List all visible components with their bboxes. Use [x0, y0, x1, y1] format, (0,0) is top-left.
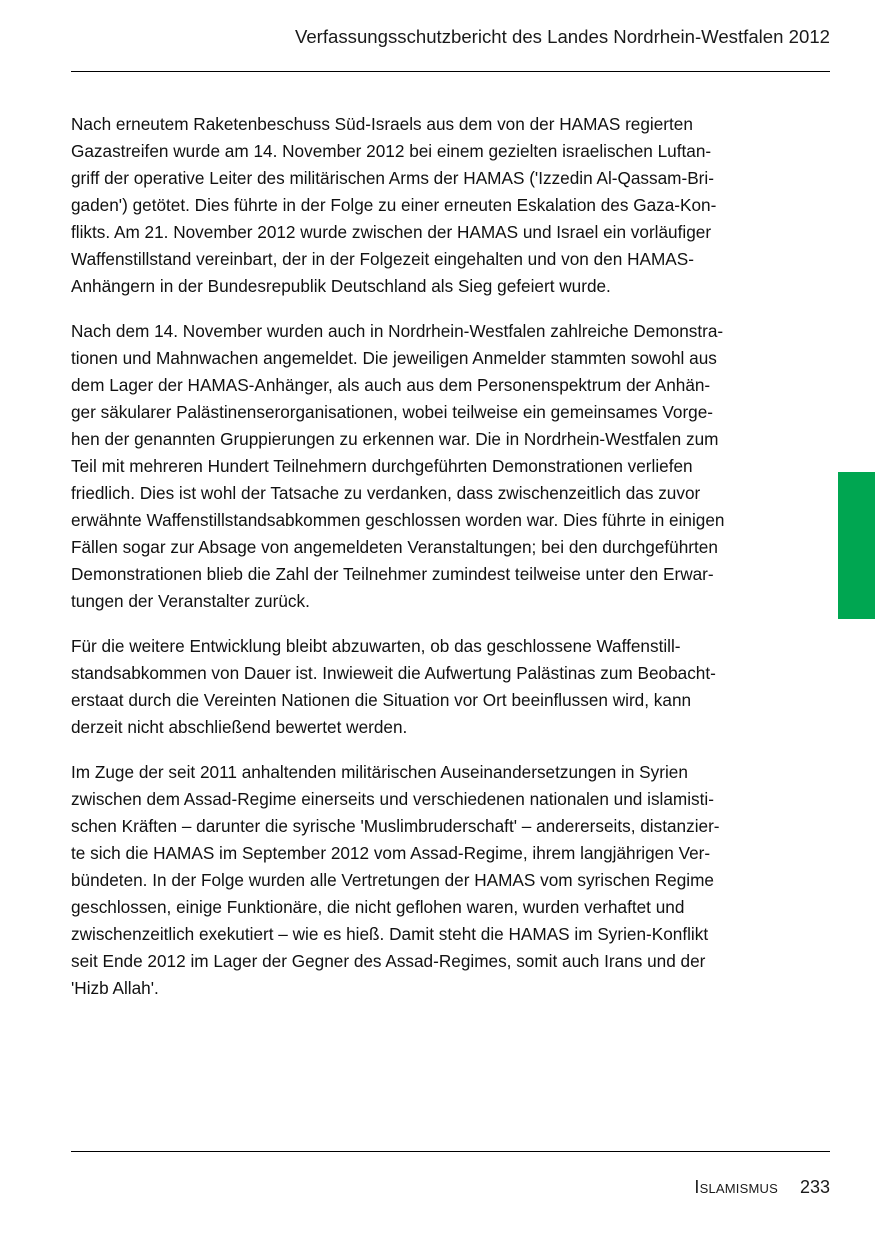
text-line: erstaat durch die Vereinten Nationen die Situation vor Ort beeinflussen wird, kann: [71, 690, 692, 710]
header-rule: [71, 71, 830, 72]
text-line: Gazastreifen wurde am 14. November 2012 bei einem gezielten israelischen Luftan-: [71, 141, 712, 161]
text-line: Anhängern in der Bundesrepublik Deutschland als Sieg gefeiert wurde.: [71, 276, 611, 296]
page-number: 233: [799, 1177, 830, 1197]
text-line: Teil mit mehreren Hundert Teilnehmern durchgeführten Demonstrationen verliefen: [71, 456, 693, 476]
text-line: griff der operative Leiter des militärischen Arms der HAMAS ('Izzedin Al-Qassam-Bri-: [71, 168, 714, 188]
text-line: geschlossen, einige Funktionäre, die nicht geflohen waren, wurden verhaftet und: [71, 897, 685, 917]
text-line: gaden') getötet. Dies führte in der Folge zu einer erneuten Eskalation des Gaza-Kon-: [71, 195, 717, 215]
paragraph: [71, 111, 791, 300]
text-line: erwähnte Waffenstillstandsabkommen geschlossen worden war. Dies führte in einigen: [71, 510, 725, 530]
paragraph: [71, 633, 791, 741]
body-text: [71, 111, 791, 1020]
text-line: zwischen dem Assad-Regime einerseits und verschiedenen nationalen und islamisti-: [71, 789, 714, 809]
text-line: derzeit nicht abschließend bewertet werden.: [71, 717, 408, 737]
text-line: tionen und Mahnwachen angemeldet. Die jeweiligen Anmelder stammten sowohl aus: [71, 348, 717, 368]
text-line: ger säkularer Palästinenserorganisationen, wobei teilweise ein gemeinsames Vorge-: [71, 402, 714, 422]
running-footer: [694, 1174, 830, 1200]
text-line: Waffenstillstand vereinbart, der in der Folgezeit eingehalten und von den HAMAS-: [71, 249, 694, 269]
text-line: bündeten. In der Folge wurden alle Vertretungen der HAMAS vom syrischen Regime: [71, 870, 714, 890]
text-line: dem Lager der HAMAS-Anhänger, als auch aus dem Personenspektrum der Anhän-: [71, 375, 711, 395]
text-line: friedlich. Dies ist wohl der Tatsache zu verdanken, dass zwischenzeitlich das zuvor: [71, 483, 701, 503]
text-line: flikts. Am 21. November 2012 wurde zwischen der HAMAS und Israel ein vorläufiger: [71, 222, 712, 242]
text-line: schen Kräften – darunter die syrische 'Muslimbruderschaft' – andererseits, distanzier-: [71, 816, 720, 836]
paragraph: [71, 318, 791, 615]
text-line: Nach erneutem Raketenbeschuss Süd-Israels aus dem von der HAMAS regierten: [71, 114, 693, 134]
text-line: 'Hizb Allah'.: [71, 978, 159, 998]
footer-rule: [71, 1151, 830, 1152]
section-name: Islamismus: [694, 1177, 778, 1197]
text-line: Fällen sogar zur Absage von angemeldeten Veranstaltungen; bei den durchgeführten: [71, 537, 718, 557]
text-line: Im Zuge der seit 2011 anhaltenden militärischen Auseinandersetzungen in Syrien: [71, 762, 688, 782]
section-color-tab: [838, 472, 875, 619]
paragraph: [71, 759, 791, 1002]
text-line: te sich die HAMAS im September 2012 vom Assad-Regime, ihrem langjährigen Ver-: [71, 843, 711, 863]
text-line: standsabkommen von Dauer ist. Inwieweit die Aufwertung Palästinas zum Beobacht-: [71, 663, 716, 683]
running-header: Verfassungsschutzbericht des Landes Nordrhein-Westfalen 2012: [294, 26, 830, 47]
text-line: Für die weitere Entwicklung bleibt abzuwarten, ob das geschlossene Waffenstill-: [71, 636, 681, 656]
text-line: zwischenzeitlich exekutiert – wie es hieß. Damit steht die HAMAS im Syrien-Konflikt: [71, 924, 709, 944]
text-line: hen der genannten Gruppierungen zu erkennen war. Die in Nordrhein-Westfalen zum: [71, 429, 719, 449]
text-line: Nach dem 14. November wurden auch in Nordrhein-Westfalen zahlreiche Demonstra-: [71, 321, 724, 341]
text-line: tungen der Veranstalter zurück.: [71, 591, 310, 611]
text-line: seit Ende 2012 im Lager der Gegner des Assad-Regimes, somit auch Irans und der: [71, 951, 706, 971]
text-line: Demonstrationen blieb die Zahl der Teilnehmer zumindest teilweise unter den Erwar-: [71, 564, 714, 584]
